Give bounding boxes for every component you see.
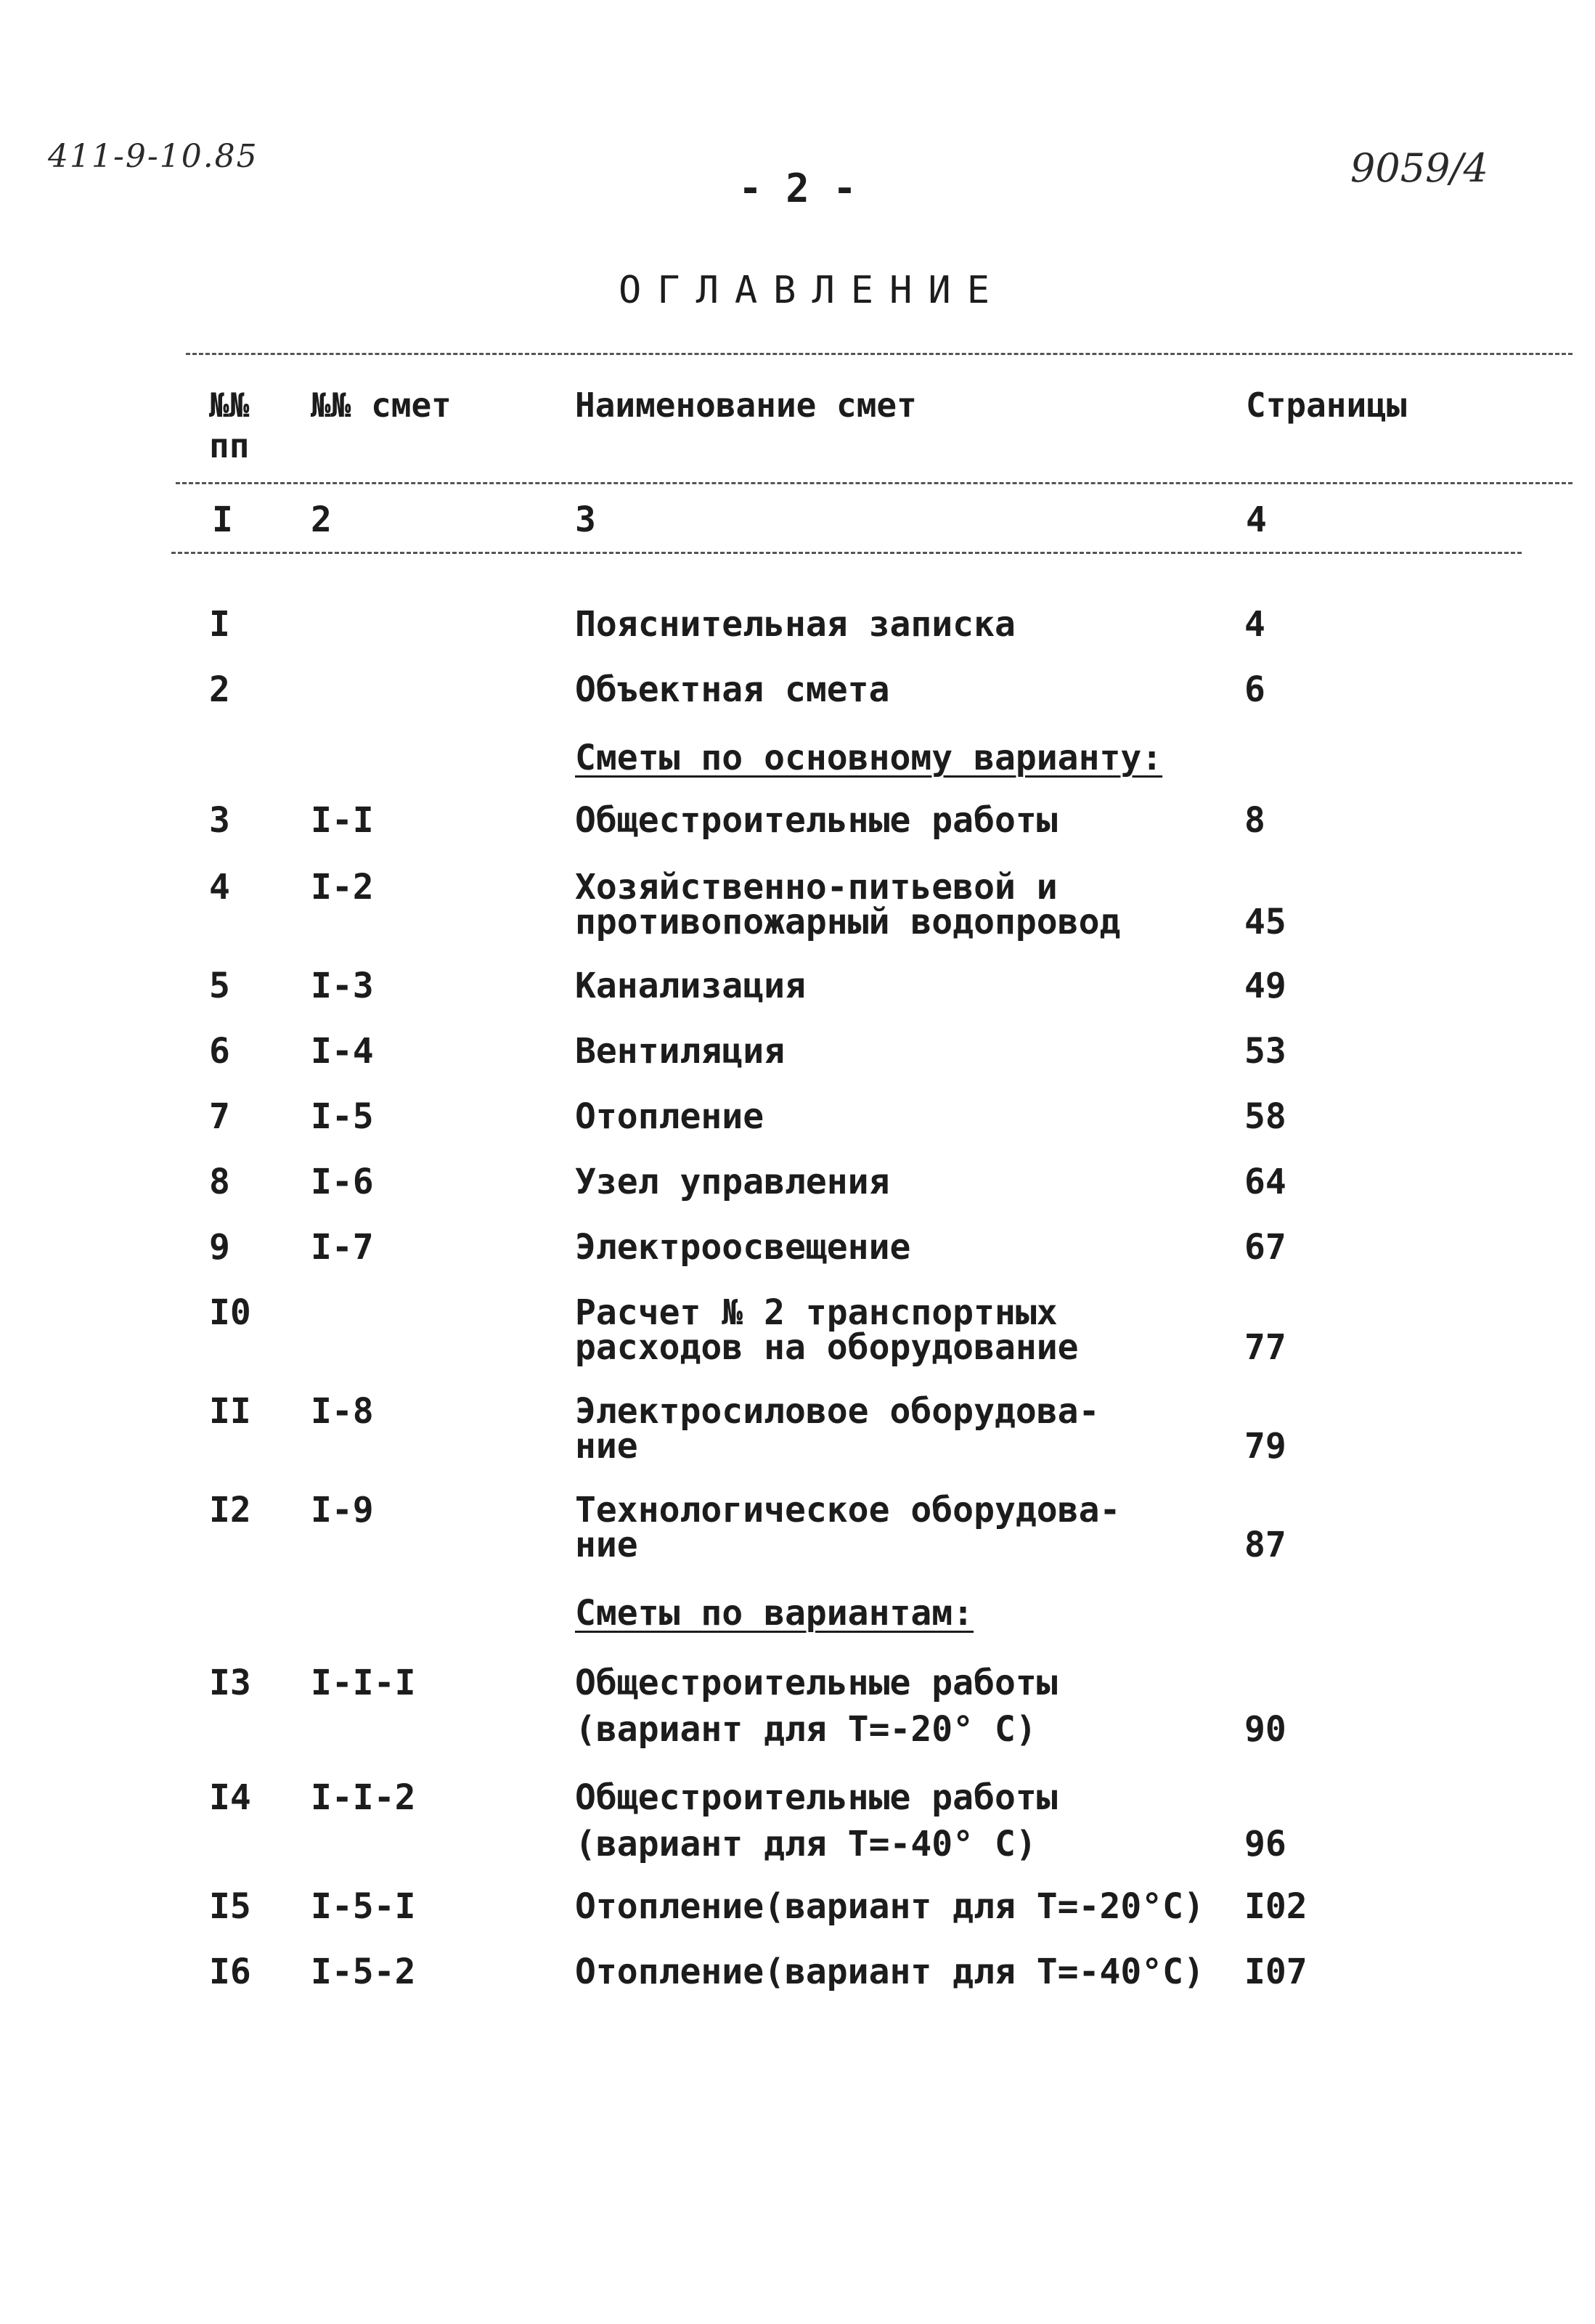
section-heading-main: Сметы по основному варианту: <box>575 738 1163 778</box>
row-estimate: I-9 <box>311 1490 374 1530</box>
row-estimate: I-5-I <box>311 1886 416 1927</box>
row-number: 8 <box>209 1162 230 1202</box>
column-number-1: I <box>212 500 233 540</box>
column-number-2: 2 <box>311 500 332 540</box>
row-name: Расчет № 2 транспортных расходов на оборудование <box>575 1292 1079 1368</box>
table-top-rule <box>186 353 1572 355</box>
header-estimate-number: №№ смет <box>311 386 452 425</box>
row-number: 5 <box>209 966 230 1006</box>
row-name: Отопление(вариант для Т=-20°С) <box>575 1886 1204 1927</box>
row-page: 90 <box>1244 1709 1286 1750</box>
row-name: Электроосвещение <box>575 1227 911 1268</box>
row-estimate: I-I-2 <box>311 1777 416 1818</box>
row-page: 45 <box>1244 902 1286 942</box>
row-name: Канализация <box>575 966 806 1006</box>
row-name: Электросиловое оборудова- ние <box>575 1391 1100 1467</box>
row-name: Объектная смета <box>575 669 890 710</box>
row-page: I07 <box>1244 1952 1308 1992</box>
row-name: Узел управления <box>575 1162 890 1202</box>
row-number: I5 <box>209 1886 251 1927</box>
row-number: 4 <box>209 867 230 908</box>
row-number: 3 <box>209 800 230 841</box>
row-page: 67 <box>1244 1227 1286 1268</box>
row-number: 2 <box>209 669 230 710</box>
row-estimate: I-4 <box>311 1031 374 1072</box>
row-page: 77 <box>1244 1327 1286 1368</box>
row-number: I4 <box>209 1777 251 1818</box>
row-number: II <box>209 1391 251 1432</box>
row-name: Отопление(вариант для Т=-40°С) <box>575 1952 1204 1992</box>
row-page: 64 <box>1244 1162 1286 1202</box>
header-pages: Страницы <box>1246 386 1407 425</box>
row-number: 7 <box>209 1096 230 1137</box>
column-number-3: 3 <box>575 500 596 540</box>
row-name: Пояснительная записка <box>575 604 1016 645</box>
row-page: 58 <box>1244 1096 1286 1137</box>
row-number: I <box>209 604 230 645</box>
column-number-4: 4 <box>1246 500 1267 540</box>
row-estimate: I-5 <box>311 1096 374 1137</box>
row-page: I02 <box>1244 1886 1308 1927</box>
row-number: I3 <box>209 1663 251 1703</box>
row-name: Общестроительные работы <box>575 800 1058 841</box>
row-name: Хозяйственно-питьевой и противопожарный водопровод <box>575 867 1121 942</box>
row-name: Общестроительные работы (вариант для Т=-40° С) <box>575 1777 1058 1864</box>
row-estimate: I-I-I <box>311 1663 416 1703</box>
row-page: 53 <box>1244 1031 1286 1072</box>
row-number: I6 <box>209 1952 251 1992</box>
row-page: 4 <box>1244 604 1265 645</box>
row-estimate: I-3 <box>311 966 374 1006</box>
header-estimate-name: Наименование смет <box>575 386 917 425</box>
row-estimate: I-5-2 <box>311 1952 416 1992</box>
sheet-reference: 9059/4 <box>1350 145 1488 191</box>
section-heading-variants: Сметы по вариантам: <box>575 1593 974 1634</box>
row-name: Общестроительные работы (вариант для Т=-20° С) <box>575 1663 1058 1750</box>
row-estimate: I-I <box>311 800 374 841</box>
row-page: 6 <box>1244 669 1265 710</box>
row-estimate: I-2 <box>311 867 374 908</box>
row-page: 87 <box>1244 1525 1286 1565</box>
row-name: Отопление <box>575 1096 764 1137</box>
row-name: Технологическое оборудова- ние <box>575 1490 1121 1565</box>
header-item-number: №№ пп <box>209 386 250 465</box>
row-estimate: I-6 <box>311 1162 374 1202</box>
row-estimate: I-8 <box>311 1391 374 1432</box>
toc-title: ОГЛАВЛЕНИЕ <box>618 269 1006 312</box>
page-number: - 2 - <box>738 166 857 211</box>
column-number-rule <box>171 552 1522 554</box>
header-divider-rule <box>176 482 1572 484</box>
row-page: 79 <box>1244 1426 1286 1467</box>
row-number: 9 <box>209 1227 230 1268</box>
document-code: 411-9-10.85 <box>48 138 258 175</box>
row-page: 8 <box>1244 800 1265 841</box>
row-number: 6 <box>209 1031 230 1072</box>
row-estimate: I-7 <box>311 1227 374 1268</box>
row-page: 96 <box>1244 1824 1286 1864</box>
row-number: I0 <box>209 1292 251 1333</box>
row-name: Вентиляция <box>575 1031 785 1072</box>
row-number: I2 <box>209 1490 251 1530</box>
row-page: 49 <box>1244 966 1286 1006</box>
